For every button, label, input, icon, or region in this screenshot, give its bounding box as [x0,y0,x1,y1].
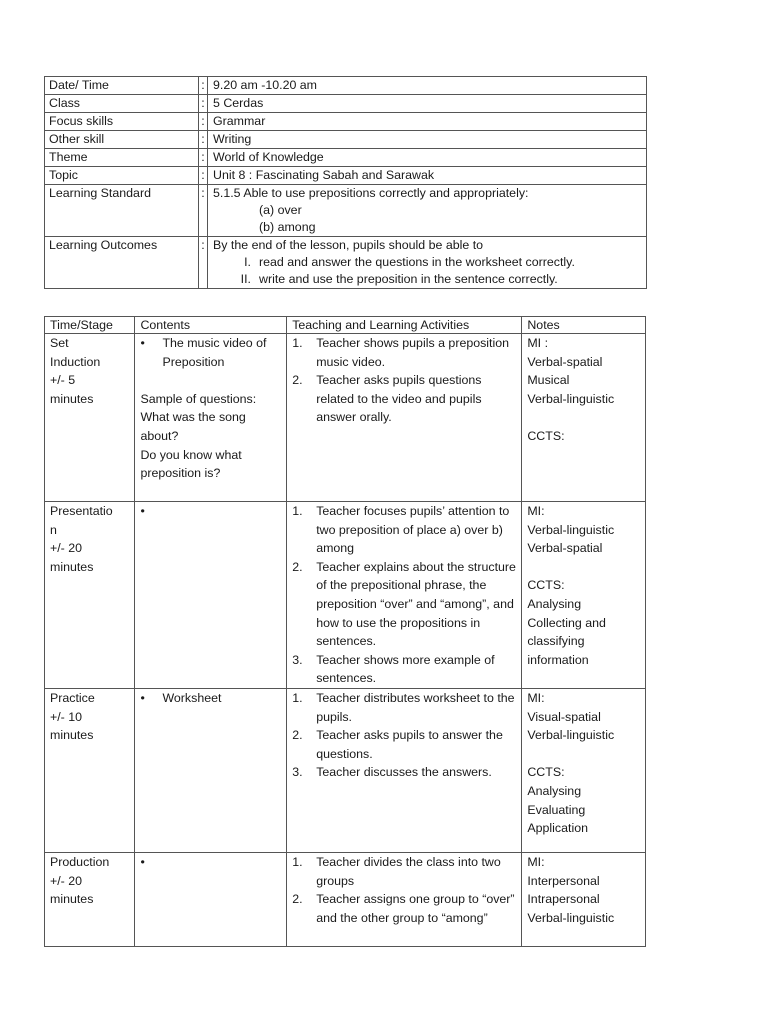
activities-cell [287,852,522,946]
stage-line: minutes [50,892,94,907]
step-text: Teacher shows pupils a preposition music video. [316,336,510,369]
info-label: Theme [45,149,199,167]
list-item [292,853,521,890]
notes-line: Evaluating [527,802,586,817]
learning-outcomes-intro: By the end of the lesson, pupils should be able to [213,238,484,252]
contents-text: What was the song about? [140,410,246,443]
notes-cell [522,502,646,689]
column-header: Notes [522,317,646,334]
stage-line: Practice [50,690,95,705]
notes-line: Verbal-linguistic [527,728,615,743]
step-number: 3. [292,765,303,780]
contents-text: Do you know what preposition is? [140,447,242,481]
info-row [45,131,647,149]
info-value: Writing [208,131,647,149]
notes-line: Verbal-spatial [527,541,603,556]
stage-line: Induction [50,354,101,369]
notes-cell [522,688,646,852]
learning-outcomes-label: Learning Outcomes [45,237,199,289]
step-number: 1. [292,854,303,869]
info-colon: : [199,95,208,113]
notes-line: MI : [527,336,549,350]
notes-cell [522,852,646,946]
learning-standard-value [208,185,647,237]
notes-line: MI: [527,504,545,518]
step-number: 3. [292,652,303,667]
activities-list [292,502,521,688]
stage-row-set-induction [45,334,646,502]
info-colon: : [199,185,208,237]
stage-cell [45,334,135,502]
info-label: Other skill [45,131,199,149]
info-row [45,95,647,113]
list-item [292,558,521,651]
roman-numeral: II. [240,272,251,286]
learning-outcomes-row [45,237,647,289]
notes-line: CCTS: [527,428,565,443]
column-header: Teaching and Learning Activities [287,317,522,334]
outcome-text: read and answer the questions in the worksheet correctly. [259,255,575,269]
learning-outcome-item [213,254,646,271]
step-text: Teacher distributes worksheet to the pupils. [316,690,515,724]
learning-standard-option: (a) over [259,203,302,217]
info-label: Focus skills [45,113,199,131]
step-number: 2. [292,373,303,388]
stage-line: n [50,522,57,537]
learning-standard-label: Learning Standard [45,185,199,237]
step-number: 2. [292,892,303,907]
learning-standard-row [45,185,647,237]
notes-line: MI: [527,854,545,869]
stage-line: +/- 20 [50,541,83,556]
info-colon: : [199,167,208,185]
list-item [292,763,521,782]
info-value: World of Knowledge [208,149,647,167]
info-colon: : [199,77,208,95]
bullet: • [140,854,145,869]
info-colon: : [199,131,208,149]
notes-line: MI: [527,690,545,705]
bullet: • [140,504,145,518]
outcome-text: write and use the preposition in the sentence correctly. [259,272,558,286]
contents-text: The music video of Preposition [162,336,267,369]
learning-standard-option: (b) among [259,220,316,234]
stage-cell [45,852,135,946]
learning-outcome-item [213,271,646,288]
notes-line: Musical [527,373,570,388]
contents-list [140,334,286,371]
step-number: 1. [292,690,303,705]
step-text: Teacher explains about the structure of the prepositional phrase, the preposition “over” and “among”, and how to use the propositions in sentences. [316,559,516,649]
list-item [292,689,521,726]
notes-line: Collecting and classifying information [527,615,606,667]
lesson-info-table [44,76,647,289]
contents-cell [135,334,287,502]
stage-line: Presentatio [50,504,113,518]
step-text: Teacher divides the class into two groups [316,854,501,888]
step-number: 2. [292,559,303,574]
stage-line: Set [50,336,69,350]
step-number: 1. [292,336,303,350]
notes-line: CCTS: [527,765,565,780]
activities-cell [287,688,522,852]
contents-list [140,689,286,708]
notes-line: Intrapersonal [527,892,600,907]
notes-line: Verbal-linguistic [527,910,615,925]
list-item [292,651,521,688]
stage-row-production [45,852,646,946]
list-item [140,853,286,872]
stage-line: +/- 20 [50,873,83,888]
stage-row-presentation [45,502,646,689]
stage-cell [45,688,135,852]
step-text: Teacher focuses pupils’ attention to two preposition of place a) over b) among [316,504,510,556]
activities-cell [287,502,522,689]
info-value: 9.20 am -10.20 am [208,77,647,95]
column-header: Time/Stage [45,317,135,334]
list-item [292,726,521,763]
stage-line: minutes [50,559,94,574]
list-item [140,689,286,708]
list-item [292,890,521,927]
bullet: • [140,690,145,705]
list-item [292,502,521,558]
stage-line: +/- 5 [50,373,76,388]
notes-line: Application [527,821,588,836]
info-label: Class [45,95,199,113]
notes-line: Verbal-spatial [527,354,603,369]
contents-list [140,502,286,521]
notes-line: Visual-spatial [527,709,601,724]
notes-cell [522,334,646,502]
activities-list [292,334,521,427]
column-header: Contents [135,317,287,334]
contents-cell [135,852,287,946]
stage-line: Production [50,854,110,869]
info-value: 5 Cerdas [208,95,647,113]
lesson-plan-table [44,316,646,947]
notes-line: Analysing [527,596,582,611]
info-value: Unit 8 : Fascinating Sabah and Sarawak [208,167,647,185]
contents-cell [135,688,287,852]
info-label: Topic [45,167,199,185]
learning-standard-text: 5.1.5 Able to use prepositions correctly and appropriately: [213,186,529,200]
info-label: Date/ Time [45,77,199,95]
notes-line: CCTS: [527,578,565,593]
info-value: Grammar [208,113,647,131]
list-item [292,371,521,427]
stage-row-practice [45,688,646,852]
info-colon: : [199,149,208,167]
info-row [45,149,647,167]
notes-line: Verbal-linguistic [527,391,615,406]
list-item [140,334,286,371]
contents-list [140,853,286,872]
roman-numeral: I. [244,255,251,269]
step-text: Teacher asks pupils questions related to the video and pupils answer orally. [316,373,482,425]
step-text: Teacher discusses the answers. [316,765,492,780]
activities-list [292,689,521,782]
step-text: Teacher assigns one group to “over” and the other group to “among” [316,892,515,925]
step-number: 2. [292,728,303,743]
stage-line: +/- 10 [50,709,83,724]
info-row [45,77,647,95]
notes-line: Verbal-linguistic [527,522,615,537]
activities-cell [287,334,522,502]
bullet: • [140,336,145,350]
contents-text: Worksheet [162,690,222,705]
info-row [45,113,647,131]
learning-outcomes-value [208,237,647,289]
info-colon: : [199,113,208,131]
notes-line: Analysing [527,783,582,798]
step-number: 1. [292,504,303,518]
contents-cell [135,502,287,689]
stage-line: minutes [50,391,94,406]
activities-list [292,853,521,927]
notes-line: Interpersonal [527,873,600,888]
step-text: Teacher asks pupils to answer the questions. [316,728,503,761]
table-header-row [45,317,646,334]
contents-text: Sample of questions: [140,391,257,406]
stage-cell [45,502,135,689]
list-item [140,502,286,521]
list-item [292,334,521,371]
info-colon: : [199,237,208,289]
stage-line: minutes [50,728,94,743]
step-text: Teacher shows more example of sentences. [316,652,495,686]
info-row [45,167,647,185]
